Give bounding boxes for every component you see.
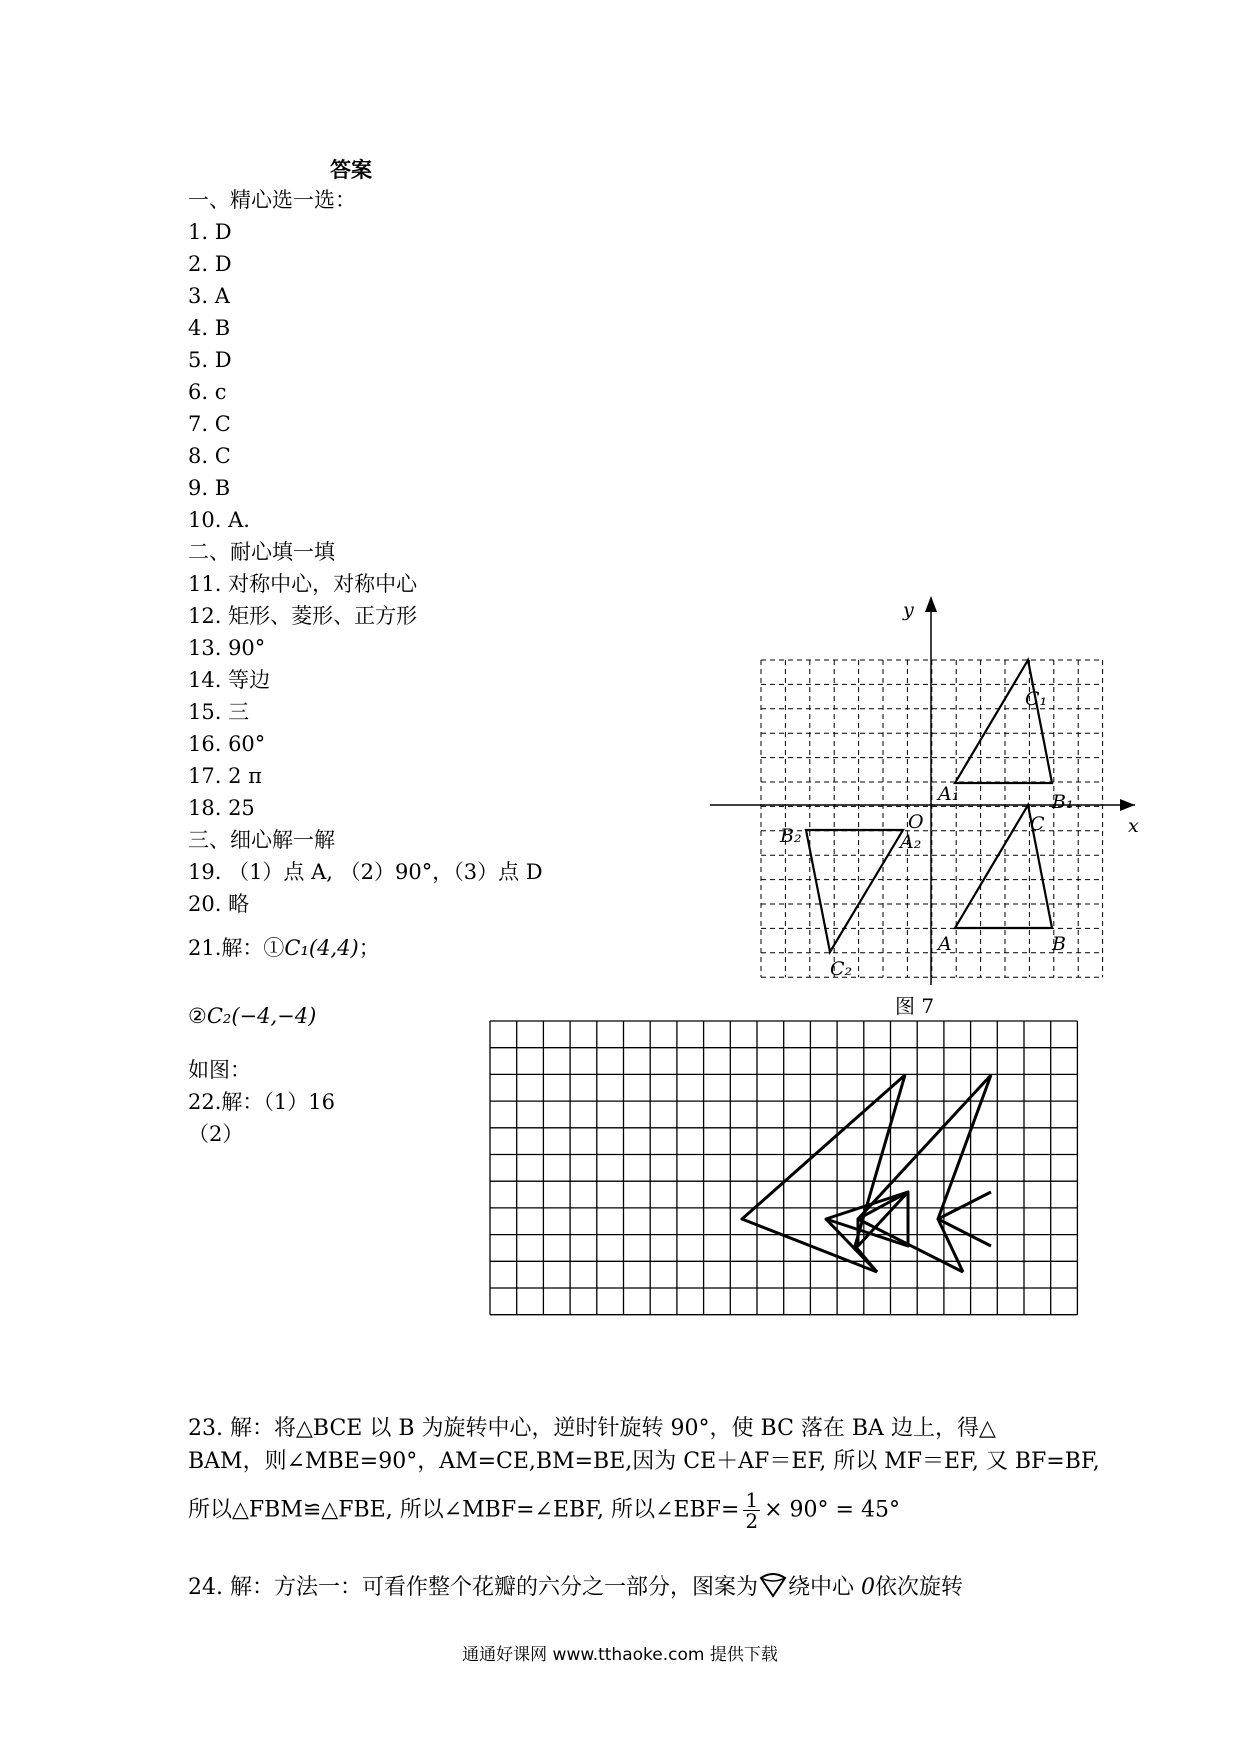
answer-22-line2: （2） <box>188 1122 244 1146</box>
section-heading-3: 三、细心解一解 <box>188 828 335 852</box>
point-c-label: C <box>1030 813 1045 835</box>
answer-21-line3: 如图： <box>188 1058 251 1082</box>
x-axis-label: x <box>1128 815 1139 837</box>
choice-answer-5: 5. D <box>188 348 232 372</box>
fill-answer-16: 16. 60° <box>188 732 266 756</box>
answer-23-line3-text: 所以△FBM≌△FBE, 所以∠MBF=∠EBF, 所以∠EBF= <box>188 1497 740 1523</box>
point-b-label: B <box>1052 933 1066 955</box>
figure-22-grid <box>485 1015 1085 1335</box>
answer-23-line3-end: × 90° = 45° <box>764 1497 900 1523</box>
triangle-a2b2c2 <box>806 830 903 952</box>
answer-21-sep: ； <box>358 936 380 960</box>
answer-23-line3 <box>188 1490 900 1531</box>
shape-arrow-1 <box>742 1075 905 1272</box>
choice-answer-4: 4. B <box>188 316 231 340</box>
answer-24-part1: 24. 解：方法一：可看作整个花瓣的六分之一部分，图案为 <box>188 1575 758 1600</box>
point-c1-label: C₁ <box>1025 688 1048 710</box>
choice-answer-1: 1. D <box>188 220 232 244</box>
fraction-one-half <box>743 1490 760 1531</box>
answer-23-line2: BAM，则∠MBE=90°，AM=CE,BM=BE,因为 CE＋AF＝EF, 所以 MF＝EF, 又 BF=BF, <box>188 1449 1100 1474</box>
answer-22-line1: 22.解：（1）16 <box>188 1090 335 1114</box>
figure-7-coordinate-grid <box>705 590 1165 990</box>
section-heading-2: 二、耐心填一填 <box>188 540 335 564</box>
triangle-a1b1c1 <box>955 660 1052 783</box>
answer-24-line1 <box>188 1572 963 1599</box>
y-axis-label: y <box>903 599 914 621</box>
answer-21-line2 <box>188 1006 316 1027</box>
answer-21-prefix2: ② <box>188 1004 207 1028</box>
choice-answer-8: 8. C <box>188 444 231 468</box>
answer-24-center: 0 <box>861 1575 875 1600</box>
point-a1-label: A₁ <box>938 783 960 805</box>
fill-answer-13: 13. 90° <box>188 636 266 660</box>
fill-answer-12: 12. 矩形、菱形、正方形 <box>188 604 418 628</box>
choice-answer-9: 9. B <box>188 476 231 500</box>
point-a2-label: A₂ <box>900 831 922 853</box>
answer-19: 19. （1）点 A, （2）90°，（3）点 D <box>188 860 543 884</box>
point-b1-label: B₁ <box>1052 791 1074 813</box>
answer-21-line1 <box>188 938 380 959</box>
point-c2-label: C₂ <box>830 958 853 980</box>
page-title: 答案 <box>330 157 372 182</box>
answer-21-c1: C₁(4,4) <box>284 936 359 960</box>
petal-icon <box>758 1572 788 1598</box>
point-b2-label: B₂ <box>780 825 802 847</box>
fill-answer-15: 15. 三 <box>188 700 250 724</box>
choice-answer-3: 3. A <box>188 284 230 308</box>
section-heading-1: 一、精心选一选： <box>188 188 356 212</box>
fill-answer-14: 14. 等边 <box>188 668 271 692</box>
fraction-numerator: 1 <box>745 1488 759 1512</box>
answer-24-part2: 绕中心 <box>787 1575 854 1600</box>
answer-24-part3: 依次旋转 <box>875 1575 964 1600</box>
y-axis-arrow <box>925 596 937 612</box>
answer-23-line1: 23. 解：将△BCE 以 B 为旋转中心，逆时针旋转 90°，使 BC 落在 BA 边上，得△ <box>188 1416 996 1441</box>
choice-answer-7: 7. C <box>188 412 231 436</box>
answer-21-prefix: 21.解：① <box>188 936 285 960</box>
choice-answer-6: 6. c <box>188 380 227 404</box>
fill-answer-11: 11. 对称中心，对称中心 <box>188 572 418 596</box>
choice-answer-10: 10. A. <box>188 508 250 532</box>
fill-answer-18: 18. 25 <box>188 796 255 820</box>
x-axis-arrow <box>1120 799 1135 811</box>
fill-answer-17: 17. 2 π <box>188 764 262 788</box>
answer-20: 20. 略 <box>188 892 250 916</box>
figure-7-caption: 图 7 <box>895 994 935 1018</box>
point-a-label: A <box>938 933 952 955</box>
choice-answer-2: 2. D <box>188 252 232 276</box>
page-footer: 通通好课网 www.tthaoke.com 提供下载 <box>462 1645 778 1665</box>
origin-label: O <box>908 811 924 833</box>
fraction-denominator: 2 <box>745 1509 759 1533</box>
answer-21-c2: C₂(−4,−4) <box>206 1004 317 1028</box>
